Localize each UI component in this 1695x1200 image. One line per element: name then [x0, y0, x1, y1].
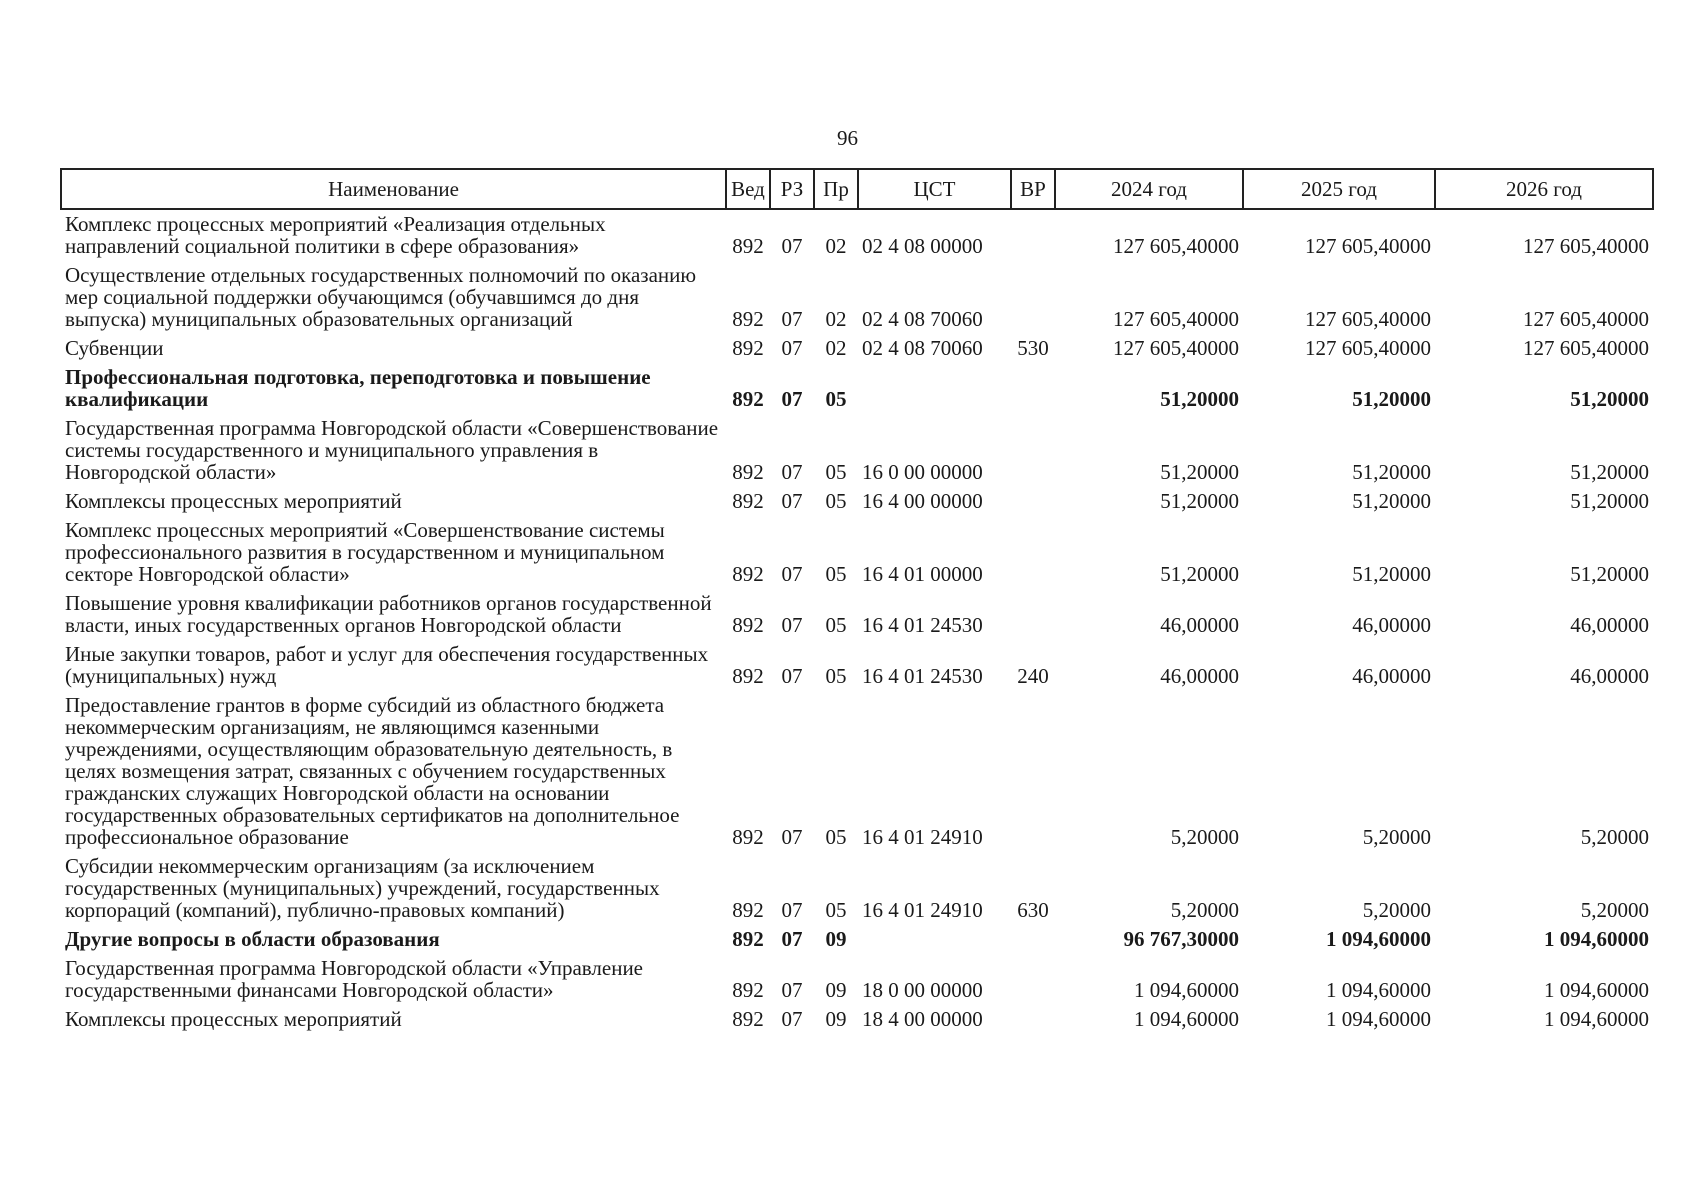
table-row — [61, 1005, 1653, 1034]
header-name: Наименование — [61, 169, 726, 209]
row-ved: 892 — [732, 387, 764, 411]
row-vr: 530 — [1017, 336, 1049, 360]
row-cst: 16 4 01 24530 — [862, 613, 983, 637]
row-2024: 5,20000 — [1170, 825, 1239, 849]
row-name: Государственная программа Новгородской области «Управление государственными финансами Новгородской области» — [65, 956, 644, 1002]
row-2026: 51,20000 — [1570, 460, 1649, 484]
row-vr — [1011, 691, 1055, 852]
row-2024: 46,00000 — [1160, 613, 1239, 637]
row-2024: 51,20000 — [1160, 489, 1239, 513]
row-pr: 05 — [825, 825, 847, 849]
row-name: Комплексы процессных мероприятий — [65, 1007, 402, 1031]
row-2025: 51,20000 — [1352, 460, 1431, 484]
row-name: Субвенции — [65, 336, 164, 360]
row-vr — [1011, 1005, 1055, 1034]
row-2026: 46,00000 — [1570, 664, 1649, 688]
row-rz: 07 — [781, 1007, 803, 1031]
row-name: Другие вопросы в области образования — [65, 927, 440, 951]
row-name: Предоставление грантов в форме субсидий из областного бюджета некоммерческим организациям, не являющимся казенными учреждениями, осуществляющим образовательную деятельность, в целях возмещения затрат, связанных с обучением государственных гражданских служащих Новгородской области на основании государственных образовательных сертификатов на дополнительное профессиональное образование — [65, 693, 680, 849]
header-vr: ВР — [1011, 169, 1055, 209]
row-2024: 96 767,30000 — [1123, 927, 1239, 951]
row-name: Профессиональная подготовка, переподготовка и повышение квалификации — [65, 365, 651, 411]
row-2026: 51,20000 — [1570, 387, 1649, 411]
row-cst: 16 4 01 00000 — [862, 562, 983, 586]
row-ved: 892 — [732, 898, 764, 922]
row-ved: 892 — [732, 307, 764, 331]
header-2026: 2026 год — [1435, 169, 1653, 209]
row-ved: 892 — [732, 978, 764, 1002]
row-2025: 5,20000 — [1362, 898, 1431, 922]
row-name: Комплекс процессных мероприятий «Совершенствование системы профессионального развития в государственном и муниципальном секторе Новгородской области» — [65, 518, 665, 586]
row-vr: 240 — [1017, 664, 1049, 688]
budget-table — [60, 168, 1654, 1034]
page-number: 96 — [837, 126, 858, 150]
row-pr: 09 — [825, 1007, 847, 1031]
row-rz: 07 — [781, 336, 803, 360]
row-ved: 892 — [732, 489, 764, 513]
row-pr: 05 — [825, 460, 847, 484]
row-rz: 07 — [781, 562, 803, 586]
row-name: Государственная программа Новгородской области «Совершенствование системы государственного и муниципального управления в Новгородской области» — [65, 416, 719, 484]
row-pr: 05 — [825, 898, 847, 922]
row-vr — [1011, 209, 1055, 261]
table-row — [61, 516, 1653, 589]
row-name: Комплексы процессных мероприятий — [65, 489, 402, 513]
row-vr — [1011, 414, 1055, 487]
row-ved: 892 — [732, 613, 764, 637]
row-rz: 07 — [781, 387, 803, 411]
table-row — [61, 954, 1653, 1005]
header-2024: 2024 год — [1055, 169, 1243, 209]
table-row — [61, 589, 1653, 640]
row-rz: 07 — [781, 664, 803, 688]
row-pr: 05 — [825, 613, 847, 637]
header-cst: ЦСТ — [858, 169, 1011, 209]
row-ved: 892 — [732, 336, 764, 360]
row-vr — [1011, 363, 1055, 414]
row-2025: 46,00000 — [1352, 613, 1431, 637]
row-rz: 07 — [781, 460, 803, 484]
row-2024: 127 605,40000 — [1113, 234, 1239, 258]
table-row — [61, 334, 1653, 363]
row-2024: 127 605,40000 — [1113, 336, 1239, 360]
row-2026: 1 094,60000 — [1544, 1007, 1649, 1031]
row-vr — [1011, 925, 1055, 954]
row-cst: 16 0 00 00000 — [862, 460, 983, 484]
table-row — [61, 640, 1653, 691]
row-cst: 16 4 01 24910 — [862, 898, 983, 922]
row-vr — [1011, 954, 1055, 1005]
row-2025: 1 094,60000 — [1326, 978, 1431, 1002]
row-2026: 51,20000 — [1570, 562, 1649, 586]
row-2026: 127 605,40000 — [1523, 234, 1649, 258]
table-row — [61, 691, 1653, 852]
table-row — [61, 852, 1653, 925]
row-pr: 05 — [825, 664, 847, 688]
table-row — [61, 487, 1653, 516]
row-2025: 127 605,40000 — [1305, 307, 1431, 331]
row-pr: 05 — [825, 489, 847, 513]
row-cst: 02 4 08 70060 — [862, 307, 983, 331]
row-vr — [1011, 487, 1055, 516]
row-ved: 892 — [732, 562, 764, 586]
header-rz: РЗ — [770, 169, 814, 209]
row-pr: 02 — [825, 307, 847, 331]
header-2025: 2025 год — [1243, 169, 1435, 209]
row-cst — [858, 925, 1011, 954]
row-vr: 630 — [1017, 898, 1049, 922]
row-2025: 1 094,60000 — [1326, 1007, 1431, 1031]
row-2026: 5,20000 — [1580, 825, 1649, 849]
row-2026: 5,20000 — [1580, 898, 1649, 922]
row-rz: 07 — [781, 825, 803, 849]
row-2026: 1 094,60000 — [1544, 927, 1649, 951]
table-row — [61, 261, 1653, 334]
row-pr: 05 — [825, 387, 847, 411]
row-2026: 1 094,60000 — [1544, 978, 1649, 1002]
row-2024: 127 605,40000 — [1113, 307, 1239, 331]
row-ved: 892 — [732, 664, 764, 688]
row-pr: 02 — [825, 336, 847, 360]
row-2026: 127 605,40000 — [1523, 307, 1649, 331]
row-2024: 1 094,60000 — [1134, 1007, 1239, 1031]
row-2024: 51,20000 — [1160, 387, 1239, 411]
row-rz: 07 — [781, 489, 803, 513]
row-rz: 07 — [781, 927, 803, 951]
row-2025: 46,00000 — [1352, 664, 1431, 688]
row-rz: 07 — [781, 898, 803, 922]
row-cst: 16 4 00 00000 — [862, 489, 983, 513]
row-pr: 02 — [825, 234, 847, 258]
row-name: Повышение уровня квалификации работников органов государственной власти, иных государственных органов Новгородской области — [65, 591, 712, 637]
row-cst — [858, 363, 1011, 414]
row-2026: 51,20000 — [1570, 489, 1649, 513]
row-vr — [1011, 516, 1055, 589]
row-2024: 5,20000 — [1170, 898, 1239, 922]
row-2025: 51,20000 — [1352, 562, 1431, 586]
table-body — [61, 209, 1653, 1034]
row-name: Осуществление отдельных государственных полномочий по оказанию мер социальной поддержки обучающимся (обучавшимся до дня выпуска) муниципальных образовательных организаций — [65, 263, 697, 331]
row-cst: 02 4 08 70060 — [862, 336, 983, 360]
row-2025: 1 094,60000 — [1326, 927, 1431, 951]
table-row — [61, 414, 1653, 487]
row-2026: 46,00000 — [1570, 613, 1649, 637]
row-cst: 18 0 00 00000 — [862, 978, 983, 1002]
row-name: Субсидии некоммерческим организациям (за исключением государственных (муниципальных) учреждений, государственных корпораций (компаний), публично-правовых компаний) — [65, 854, 660, 922]
row-cst: 18 4 00 00000 — [862, 1007, 983, 1031]
row-2025: 51,20000 — [1352, 387, 1431, 411]
row-2025: 127 605,40000 — [1305, 336, 1431, 360]
row-ved: 892 — [732, 825, 764, 849]
row-pr: 09 — [825, 927, 847, 951]
row-pr: 09 — [825, 978, 847, 1002]
header-ved: Вед — [726, 169, 770, 209]
row-cst: 16 4 01 24530 — [862, 664, 983, 688]
row-rz: 07 — [781, 978, 803, 1002]
row-2024: 51,20000 — [1160, 460, 1239, 484]
row-name: Иные закупки товаров, работ и услуг для обеспечения государственных (муниципальных) нужд — [65, 642, 709, 688]
table-row — [61, 925, 1653, 954]
row-ved: 892 — [732, 234, 764, 258]
row-2025: 5,20000 — [1362, 825, 1431, 849]
row-2026: 127 605,40000 — [1523, 336, 1649, 360]
table-row — [61, 209, 1653, 261]
row-2025: 127 605,40000 — [1305, 234, 1431, 258]
row-cst: 16 4 01 24910 — [862, 825, 983, 849]
row-pr: 05 — [825, 562, 847, 586]
row-rz: 07 — [781, 613, 803, 637]
table-header-row — [61, 169, 1653, 209]
row-2024: 51,20000 — [1160, 562, 1239, 586]
header-pr: Пр — [814, 169, 858, 209]
row-2024: 46,00000 — [1160, 664, 1239, 688]
row-rz: 07 — [781, 307, 803, 331]
row-rz: 07 — [781, 234, 803, 258]
row-cst: 02 4 08 00000 — [862, 234, 983, 258]
row-vr — [1011, 261, 1055, 334]
row-ved: 892 — [732, 460, 764, 484]
row-2024: 1 094,60000 — [1134, 978, 1239, 1002]
row-name: Комплекс процессных мероприятий «Реализация отдельных направлений социальной политики в сфере образования» — [65, 212, 606, 258]
table-row — [61, 363, 1653, 414]
row-ved: 892 — [732, 927, 764, 951]
row-2025: 51,20000 — [1352, 489, 1431, 513]
row-ved: 892 — [732, 1007, 764, 1031]
row-vr — [1011, 589, 1055, 640]
